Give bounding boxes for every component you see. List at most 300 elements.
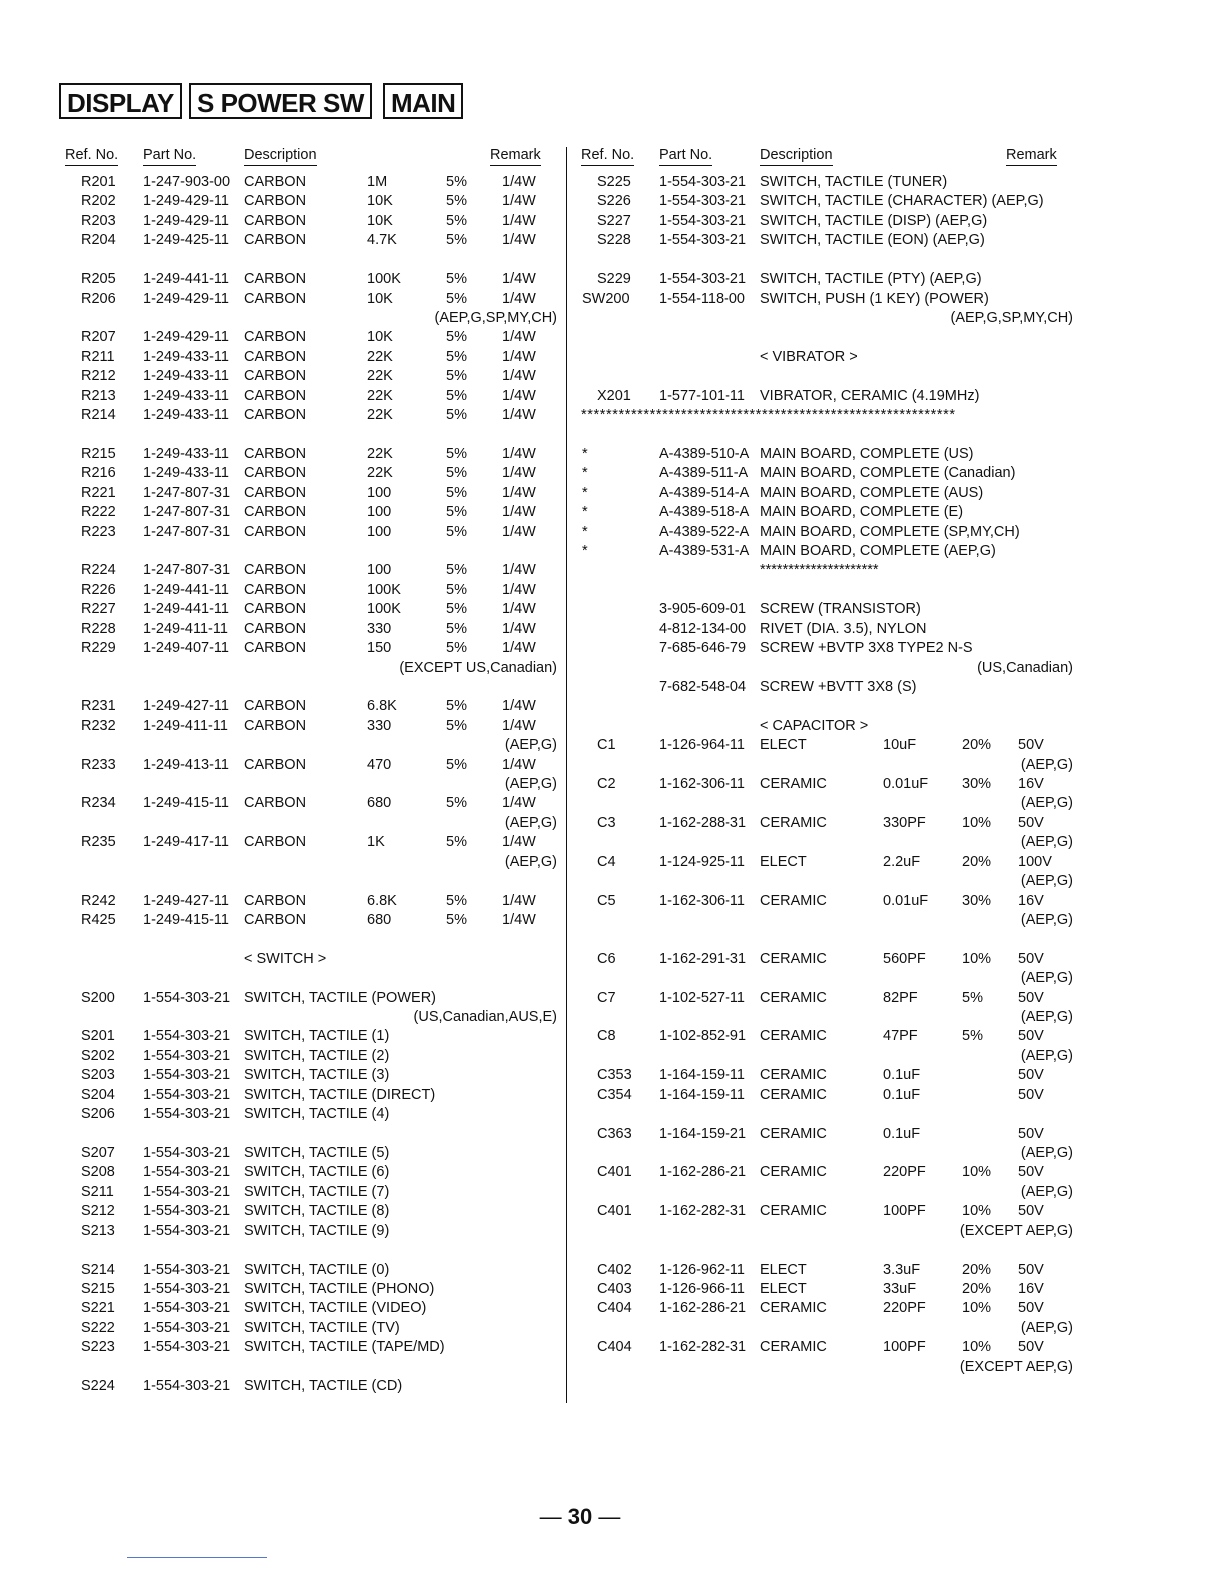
table-row: [0, 523, 1224, 542]
table-row: [0, 717, 1224, 736]
cell-tolerance: 5%: [446, 232, 467, 249]
cell-tolerance: 5%: [446, 911, 467, 928]
cell-rating: 1/4W: [502, 698, 536, 715]
cell-ref: R205: [81, 271, 116, 288]
cell-part: 1-554-303-21: [143, 1145, 231, 1161]
table-row: [0, 1183, 1224, 1202]
cell-part: 3-905-609-01: [659, 601, 747, 618]
cell-part: 7-685-646-79: [659, 640, 747, 657]
table-row: [0, 1144, 1224, 1163]
cell-desc: MAIN BOARD, COMPLETE (E): [760, 504, 964, 521]
footer-line: [127, 1557, 267, 1558]
cell-desc: CARBON: [244, 445, 307, 462]
header-remark: Remark: [490, 147, 541, 166]
cell-part: 1-249-415-11: [143, 911, 229, 928]
cell-value: 22K: [367, 348, 393, 365]
cell-desc: CERAMIC: [760, 814, 827, 831]
cell-remark: (EXCEPT AEP,G): [959, 1222, 1073, 1239]
cell-part: 1-249-433-11: [143, 465, 229, 482]
cell-value: 22K: [367, 445, 393, 462]
cell-tolerance: 30%: [962, 776, 992, 793]
cell-ref: R207: [81, 329, 116, 346]
cell-part: 1-249-429-11: [143, 212, 229, 229]
header-part-no: Part No.: [143, 147, 196, 166]
cell-ref: *: [582, 465, 588, 482]
cell-desc: CARBON: [244, 756, 307, 773]
cell-value: 2.2uF: [883, 853, 921, 870]
cell-tolerance: 10%: [962, 814, 992, 831]
cell-part: 1-102-852-91: [659, 1028, 747, 1045]
cell-desc: CARBON: [244, 911, 307, 928]
cell-value: 330PF: [883, 814, 926, 831]
cell-value: 1K: [367, 834, 385, 851]
cell-desc: CERAMIC: [760, 1203, 827, 1220]
cell-part: 1-249-429-11: [143, 290, 229, 307]
cell-ref: S213: [81, 1222, 115, 1239]
cell-value: 220PF: [883, 1164, 926, 1181]
table-row: [0, 192, 1224, 211]
cell-desc: SWITCH, TACTILE (VIDEO): [244, 1300, 427, 1317]
cell-value: 560PF: [883, 950, 926, 967]
cell-part: 1-554-303-21: [659, 212, 747, 229]
cell-remark: (EXCEPT AEP,G): [959, 1358, 1073, 1375]
table-row: [0, 1163, 1224, 1182]
cell-part: 1-554-303-21: [143, 1086, 231, 1103]
cell-desc: CARBON: [244, 368, 307, 385]
cell-rating: 1/4W: [502, 290, 536, 307]
cell-part: 1-249-441-11: [143, 581, 229, 598]
cell-desc: MAIN BOARD, COMPLETE (US): [760, 445, 974, 462]
cell-desc: SCREW (TRANSISTOR): [760, 601, 921, 618]
cell-ref: R425: [81, 911, 116, 928]
cell-tolerance: 5%: [446, 892, 467, 909]
cell-part: 1-554-303-21: [143, 1222, 231, 1239]
cell-part: 1-247-807-31: [143, 504, 231, 521]
cell-tolerance: 5%: [446, 562, 467, 579]
cell-part: 1-249-411-11: [143, 620, 228, 637]
cell-ref: R224: [81, 562, 116, 579]
cell-value: 0.01uF: [883, 892, 929, 909]
cell-part: 1-162-282-31: [659, 1339, 747, 1356]
table-row: [0, 892, 1224, 911]
cell-value: 100: [367, 523, 392, 540]
cell-desc: CERAMIC: [760, 1300, 827, 1317]
cell-ref: S226: [597, 193, 631, 210]
cell-value: 0.1uF: [883, 1067, 921, 1084]
cell-tolerance: 10%: [962, 950, 992, 967]
cell-rating: 50V: [1018, 1125, 1044, 1142]
tab-main: MAIN: [383, 83, 463, 119]
cell-desc: SWITCH, TACTILE (TV): [244, 1319, 400, 1336]
cell-part: 1-249-427-11: [143, 892, 229, 909]
cell-desc: CARBON: [244, 640, 307, 657]
table-row: [0, 659, 1224, 678]
cell-desc: CARBON: [244, 698, 307, 715]
cell-tolerance: 10%: [962, 1300, 992, 1317]
cell-part: 1-554-303-21: [143, 1280, 231, 1297]
cell-remark: (AEP,G): [1020, 756, 1073, 773]
cell-remark: (AEP,G): [1020, 1183, 1073, 1200]
cell-ref: R226: [81, 581, 116, 598]
cell-value: 100: [367, 562, 392, 579]
cell-part: 1-126-962-11: [659, 1261, 745, 1278]
cell-tolerance: 10%: [962, 1164, 992, 1181]
cell-desc: SWITCH, TACTILE (EON) (AEP,G): [760, 232, 985, 249]
cell-desc: CERAMIC: [760, 1086, 827, 1103]
cell-part: 1-249-411-11: [143, 717, 228, 734]
cell-rating: 1/4W: [502, 232, 536, 249]
cell-desc: SWITCH, TACTILE (4): [244, 1106, 390, 1123]
cell-ref: X201: [597, 387, 631, 404]
table-row: [0, 387, 1224, 406]
cell-desc: CARBON: [244, 484, 307, 501]
cell-value: 100PF: [883, 1203, 926, 1220]
cell-tolerance: 5%: [446, 834, 467, 851]
cell-part: 1-162-291-31: [659, 950, 747, 967]
cell-part: 1-554-303-21: [659, 271, 747, 288]
cell-value: 33uF: [883, 1280, 917, 1297]
cell-desc: SWITCH, TACTILE (DISP) (AEP,G): [760, 212, 988, 229]
cell-ref: R235: [81, 834, 116, 851]
cell-remark: (AEP,G): [1020, 795, 1073, 812]
cell-ref: C3: [597, 814, 616, 831]
cell-value: 6.8K: [367, 892, 397, 909]
cell-desc: SWITCH, TACTILE (0): [244, 1261, 390, 1278]
cell-rating: 1/4W: [502, 562, 536, 579]
cell-desc: SWITCH, PUSH (1 KEY) (POWER): [760, 290, 989, 307]
cell-desc: CARBON: [244, 581, 307, 598]
cell-rating: 1/4W: [502, 581, 536, 598]
cell-desc: CARBON: [244, 504, 307, 521]
cell-ref: S200: [81, 989, 115, 1006]
cell-desc: CERAMIC: [760, 1339, 827, 1356]
blank-row: [0, 251, 1224, 270]
cell-desc: ELECT: [760, 1261, 807, 1278]
cell-value: 82PF: [883, 989, 918, 1006]
table-row: [0, 1125, 1224, 1144]
cell-remark: (AEP,G,SP,MY,CH): [434, 309, 557, 326]
cell-part: 1-577-101-11: [659, 387, 745, 404]
blank-row: [0, 425, 1224, 444]
cell-desc: CARBON: [244, 271, 307, 288]
cell-ref: S229: [597, 271, 631, 288]
cell-separator-stars: ************************************************************: [581, 407, 956, 424]
cell-desc: CARBON: [244, 348, 307, 365]
page-dash-left: —: [539, 1504, 562, 1529]
cell-ref: S203: [81, 1067, 115, 1084]
cell-desc: CARBON: [244, 193, 307, 210]
cell-part: 1-554-303-21: [143, 1203, 231, 1220]
cell-ref: S214: [81, 1261, 115, 1278]
cell-part: 1-249-433-11: [143, 407, 229, 424]
cell-rating: 50V: [1018, 1300, 1044, 1317]
cell-ref: R212: [81, 368, 116, 385]
cell-part: 1-164-159-21: [659, 1125, 747, 1142]
cell-part: 1-247-903-00: [143, 174, 231, 190]
cell-ref: S225: [597, 174, 631, 190]
cell-desc: SWITCH, TACTILE (POWER): [244, 989, 436, 1006]
cell-ref: R222: [81, 504, 116, 521]
cell-desc: SWITCH, TACTILE (6): [244, 1164, 390, 1181]
cell-rating: 1/4W: [502, 640, 536, 657]
cell-part: 1-554-303-21: [143, 1261, 231, 1278]
table-row: [0, 853, 1224, 872]
cell-remark: (AEP,G): [504, 737, 557, 754]
cell-desc: CERAMIC: [760, 1067, 827, 1084]
cell-desc: < VIBRATOR >: [760, 348, 858, 365]
table-row: [0, 1066, 1224, 1085]
table-row: [0, 348, 1224, 367]
cell-rating: 50V: [1018, 1339, 1044, 1356]
cell-desc: CARBON: [244, 465, 307, 482]
table-row: [0, 231, 1224, 250]
table-row: [0, 756, 1224, 775]
cell-remark: (AEP,G): [1020, 873, 1073, 890]
cell-value: 10K: [367, 329, 393, 346]
cell-remark: (AEP,G): [504, 853, 557, 870]
header-ref-no: Ref. No.: [65, 147, 118, 166]
cell-part: 1-162-286-21: [659, 1164, 747, 1181]
cell-part: 1-164-159-11: [659, 1086, 745, 1103]
cell-value: 100K: [367, 581, 401, 598]
cell-ref: C353: [597, 1067, 632, 1084]
cell-value: 470: [367, 756, 392, 773]
cell-remark: (AEP,G): [1020, 1047, 1073, 1064]
table-row: [0, 503, 1224, 522]
cell-tolerance: 30%: [962, 892, 992, 909]
cell-ref: S224: [81, 1378, 115, 1395]
cell-ref: R202: [81, 193, 116, 210]
cell-desc: ELECT: [760, 737, 807, 754]
cell-desc: SWITCH, TACTILE (2): [244, 1047, 390, 1064]
cell-part: 1-164-159-11: [659, 1067, 745, 1084]
cell-ref: R216: [81, 465, 116, 482]
cell-part: 1-162-282-31: [659, 1203, 747, 1220]
cell-ref: S223: [81, 1339, 115, 1356]
table-row: [0, 1047, 1224, 1066]
cell-desc: RIVET (DIA. 3.5), NYLON: [760, 620, 927, 637]
cell-desc: SWITCH, TACTILE (5): [244, 1145, 390, 1161]
blank-row: [0, 367, 1224, 386]
cell-part: 1-554-303-21: [143, 1300, 231, 1317]
cell-tolerance: 5%: [446, 640, 467, 657]
cell-ref: S201: [81, 1028, 115, 1045]
cell-desc: CARBON: [244, 834, 307, 851]
cell-rating: 1/4W: [502, 795, 536, 812]
cell-part: 1-162-288-31: [659, 814, 747, 831]
cell-ref: R206: [81, 290, 116, 307]
cell-desc: CARBON: [244, 523, 307, 540]
table-row: [0, 1377, 566, 1396]
cell-tolerance: 5%: [446, 271, 467, 288]
cell-rating: 50V: [1018, 1086, 1044, 1103]
table-row: [0, 872, 1224, 891]
cell-desc: MAIN BOARD, COMPLETE (SP,MY,CH): [760, 523, 1020, 540]
blank-row: [0, 697, 1224, 716]
cell-tolerance: 5%: [446, 795, 467, 812]
blank-row: [0, 1241, 1224, 1260]
cell-tolerance: 5%: [446, 387, 467, 404]
cell-tolerance: 5%: [446, 504, 467, 521]
table-row: [0, 989, 1224, 1008]
cell-rating: 1/4W: [502, 601, 536, 618]
cell-tolerance: 20%: [962, 1280, 992, 1297]
cell-desc: < SWITCH >: [244, 950, 327, 967]
cell-remark: (US,Canadian): [977, 659, 1073, 676]
cell-desc: CARBON: [244, 174, 307, 190]
cell-remark: (AEP,G): [1020, 834, 1073, 851]
cell-ref: C5: [597, 892, 616, 909]
table-row: [0, 794, 1224, 813]
cell-rating: 1/4W: [502, 368, 536, 385]
table-row: [0, 1338, 1224, 1357]
cell-ref: R204: [81, 232, 116, 249]
cell-desc: SWITCH, TACTILE (TAPE/MD): [244, 1339, 445, 1356]
cell-part: 1-554-303-21: [659, 232, 747, 249]
cell-part: 1-126-966-11: [659, 1280, 745, 1297]
cell-part: 1-162-306-11: [659, 776, 745, 793]
table-row: [0, 639, 1224, 658]
cell-value: 1M: [367, 174, 388, 190]
cell-value: 3.3uF: [883, 1261, 921, 1278]
cell-desc: CARBON: [244, 717, 307, 734]
cell-rating: 1/4W: [502, 911, 536, 928]
cell-ref: *: [582, 484, 588, 501]
cell-value: 0.1uF: [883, 1125, 921, 1142]
cell-rating: 1/4W: [502, 484, 536, 501]
cell-desc: CERAMIC: [760, 776, 827, 793]
cell-desc: CARBON: [244, 232, 307, 249]
table-row: [0, 1222, 1224, 1241]
cell-remark: (AEP,G): [1020, 1319, 1073, 1336]
cell-rating: 50V: [1018, 1028, 1044, 1045]
cell-ref: S212: [81, 1203, 115, 1220]
cell-part: 1-102-527-11: [659, 989, 745, 1006]
table-row: [0, 833, 1224, 852]
header-description: Description: [760, 147, 833, 166]
cell-rating: 50V: [1018, 1261, 1044, 1278]
cell-part: 1-249-441-11: [143, 601, 229, 618]
cell-desc: CARBON: [244, 892, 307, 909]
table-row: [0, 1280, 1224, 1299]
cell-part: 7-682-548-04: [659, 678, 747, 695]
tab-display: DISPLAY: [59, 83, 182, 119]
cell-ref: C402: [597, 1261, 632, 1278]
cell-ref: S211: [81, 1183, 114, 1200]
cell-value: 220PF: [883, 1300, 926, 1317]
cell-part: A-4389-514-A: [659, 484, 750, 501]
cell-part: 1-249-429-11: [143, 193, 229, 210]
cell-value: 100: [367, 484, 392, 501]
table-row: [0, 1358, 1224, 1377]
cell-rating: 50V: [1018, 737, 1044, 754]
table-row: [0, 1299, 1224, 1318]
cell-tolerance: 5%: [962, 989, 983, 1006]
cell-ref: R229: [81, 640, 116, 657]
cell-tolerance: 20%: [962, 853, 992, 870]
cell-tolerance: 5%: [446, 601, 467, 618]
cell-rating: 50V: [1018, 1067, 1044, 1084]
cell-rating: 1/4W: [502, 756, 536, 773]
table-row: [0, 1261, 1224, 1280]
cell-ref: S215: [81, 1280, 115, 1297]
cell-rating: 50V: [1018, 950, 1044, 967]
cell-value: 22K: [367, 465, 393, 482]
cell-rating: 100V: [1018, 853, 1052, 870]
page-number: [0, 1504, 1160, 1530]
cell-value: 680: [367, 911, 392, 928]
cell-tolerance: 5%: [446, 212, 467, 229]
cell-desc: *********************: [760, 562, 879, 579]
cell-part: 1-249-433-11: [143, 387, 229, 404]
cell-rating: 1/4W: [502, 387, 536, 404]
cell-tolerance: 5%: [446, 698, 467, 715]
page-number-value: 30: [567, 1504, 593, 1529]
cell-ref: C2: [597, 776, 616, 793]
cell-tolerance: 5%: [446, 756, 467, 773]
cell-part: 1-554-303-21: [143, 1183, 231, 1200]
table-row: [0, 290, 1224, 309]
cell-part: 1-554-303-21: [143, 1319, 231, 1336]
cell-value: 0.01uF: [883, 776, 929, 793]
cell-part: 1-249-433-11: [143, 348, 229, 365]
cell-value: 10K: [367, 212, 393, 229]
cell-rating: 1/4W: [502, 465, 536, 482]
cell-desc: SWITCH, TACTILE (3): [244, 1067, 390, 1084]
cell-value: 330: [367, 717, 392, 734]
cell-tolerance: 5%: [446, 465, 467, 482]
cell-ref: R221: [81, 484, 116, 501]
cell-rating: 1/4W: [502, 523, 536, 540]
cell-part: 1-249-433-11: [143, 368, 229, 385]
blank-row: [0, 581, 1224, 600]
cell-rating: 50V: [1018, 1203, 1044, 1220]
table-row: [0, 445, 1224, 464]
cell-ref: R203: [81, 212, 116, 229]
cell-ref: C404: [597, 1300, 632, 1317]
cell-remark: (AEP,G): [504, 814, 557, 831]
cell-ref: R223: [81, 523, 116, 540]
blank-row: [0, 328, 1224, 347]
cell-part: 1-249-441-11: [143, 271, 229, 288]
cell-part: 1-249-413-11: [143, 756, 229, 773]
cell-desc: SWITCH, TACTILE (TUNER): [760, 174, 948, 190]
table-row: [0, 1086, 1224, 1105]
cell-remark: (AEP,G): [1020, 1145, 1073, 1161]
cell-value: 47PF: [883, 1028, 918, 1045]
cell-ref: S227: [597, 212, 631, 229]
cell-value: 100K: [367, 271, 401, 288]
cell-ref: C7: [597, 989, 616, 1006]
cell-part: A-4389-510-A: [659, 445, 750, 462]
cell-ref: S202: [81, 1047, 115, 1064]
cell-part: 1-249-433-11: [143, 445, 229, 462]
cell-tolerance: 5%: [446, 348, 467, 365]
cell-tolerance: 5%: [446, 329, 467, 346]
tab-s-power-sw: S POWER SW: [189, 83, 372, 119]
cell-desc: CERAMIC: [760, 1125, 827, 1142]
cell-value: 100PF: [883, 1339, 926, 1356]
cell-value: 330: [367, 620, 392, 637]
cell-ref: R227: [81, 601, 116, 618]
header-description: Description: [244, 147, 317, 166]
cell-rating: 1/4W: [502, 504, 536, 521]
cell-part: 1-249-407-11: [143, 640, 229, 657]
cell-part: A-4389-518-A: [659, 504, 750, 521]
cell-ref: S222: [81, 1319, 115, 1336]
cell-part: 1-247-807-31: [143, 523, 231, 540]
cell-rating: 1/4W: [502, 717, 536, 734]
